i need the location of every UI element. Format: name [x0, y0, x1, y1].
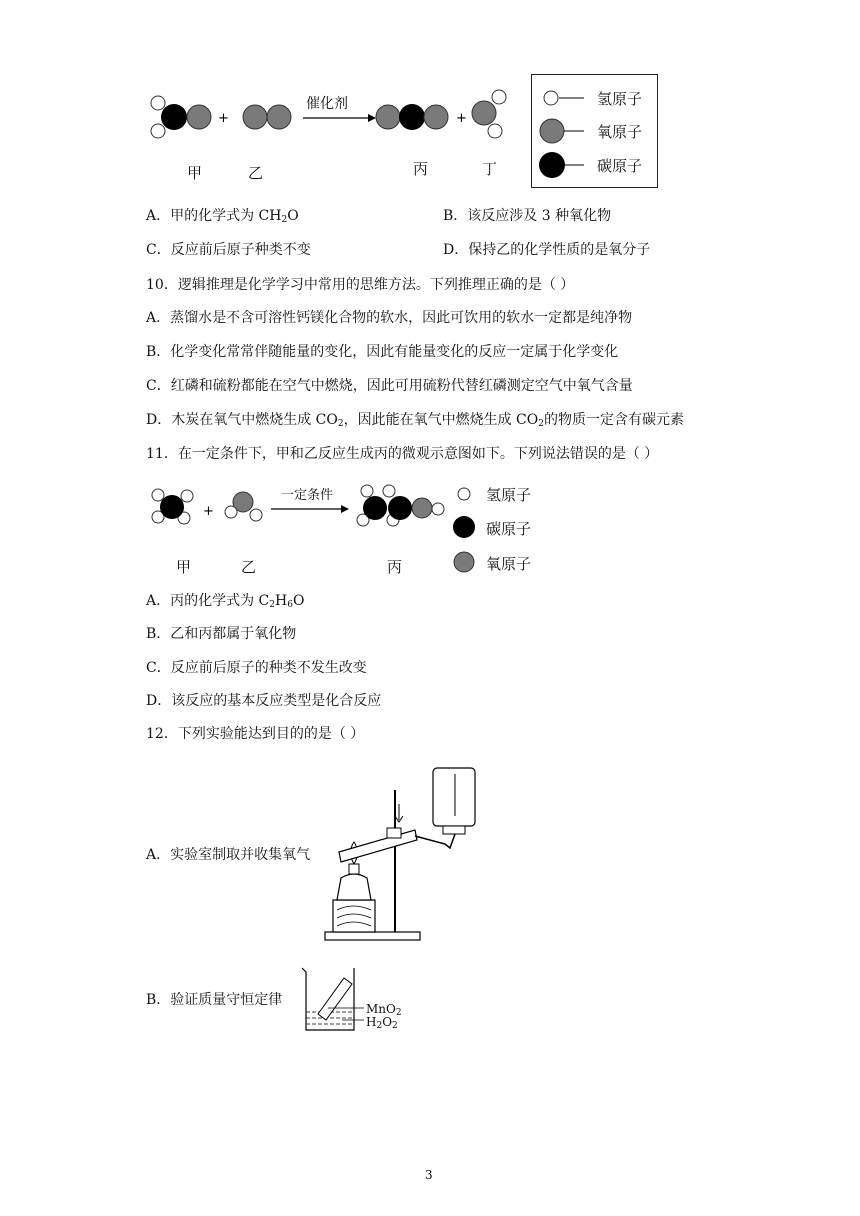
q11-option-a: A．丙的化学式为 $C_2H_6O$	[146, 593, 305, 610]
mass-conservation-apparatus	[298, 964, 368, 1034]
q9-option-c: C．反应前后原子种类不变	[146, 242, 311, 258]
q11-option-d: D．该反应的基本反应类型是化合反应	[146, 693, 382, 709]
molecule-jia	[152, 489, 193, 524]
q10-option-a: A．蒸馏水是不含可溶性钙镁化合物的软水，因此可饮用的软水一定都是纯净物	[146, 310, 633, 326]
q9-option-b: B．该反应涉及 3 种氧化物	[443, 208, 612, 224]
page-number: 3	[425, 1168, 433, 1182]
label-bing: 丙	[413, 160, 429, 178]
q11-option-c: C．反应前后原子的种类不发生改变	[146, 660, 367, 676]
molecule-bing	[357, 485, 444, 526]
q12-option-a: A．实验室制取并收集氧气	[146, 847, 311, 863]
legend-hydrogen: 氢原子	[486, 486, 532, 504]
label-ding: 丁	[482, 160, 498, 178]
oxygen-preparation-apparatus	[315, 760, 485, 950]
q10-option-c: C．红磷和硫粉都能在空气中燃烧，因此可用硫粉代替红磷测定空气中氧气含量	[146, 378, 633, 394]
q12-stem: 12．下列实验能达到目的的是（ ）	[146, 726, 365, 742]
label-yi: 乙	[248, 164, 264, 182]
h2o2-label: $H_2O_2$	[366, 1015, 398, 1031]
molecule-yi	[225, 492, 262, 521]
q12-option-b: B．验证质量守恒定律	[146, 992, 283, 1008]
molecule-yi	[243, 105, 291, 129]
molecule-bing	[376, 104, 448, 130]
condition-label: 一定条件	[281, 488, 334, 503]
label-jia: 甲	[176, 558, 192, 576]
molecule-jia	[151, 96, 211, 138]
q9-option-d: D．保持乙的化学性质的是氧分子	[443, 242, 651, 258]
q11-stem: 11．在一定条件下，甲和乙反应生成丙的微观示意图如下。下列说法错误的是（ ）	[146, 446, 659, 462]
q9-option-a: A．甲的化学式为 $CH_2O$	[146, 208, 299, 225]
svg-text:+: +	[203, 504, 214, 519]
svg-text:+: +	[218, 111, 229, 126]
legend-hydrogen: 氢原子	[597, 90, 643, 108]
mno2-label: MnO$_2$	[366, 1002, 402, 1018]
legend-oxygen: 氧原子	[486, 555, 532, 573]
legend-oxygen: 氧原子	[597, 123, 643, 141]
label-bing: 丙	[387, 558, 403, 576]
q11-option-b: B．乙和丙都属于氧化物	[146, 626, 297, 642]
legend-carbon: 碳原子	[486, 520, 532, 538]
q10-option-b: B．化学变化常常伴随能量的变化，因此有能量变化的反应一定属于化学变化	[146, 344, 619, 360]
catalyst-label: 催化剂	[306, 96, 348, 112]
label-jia: 甲	[187, 164, 203, 182]
label-yi: 乙	[241, 558, 257, 576]
legend-carbon: 碳原子	[597, 157, 643, 175]
q11-legend-symbols	[450, 483, 480, 575]
svg-text:+: +	[456, 111, 467, 126]
q10-option-d: D．木炭在氧气中燃烧生成 $CO_2$，因此能在氧气中燃烧生成 $CO_2$的物质一定含有碳元素	[146, 412, 684, 429]
q10-stem: 10．逻辑推理是化学学习中常用的思维方法。下列推理正确的是（ ）	[146, 277, 575, 293]
q9-legend	[531, 74, 658, 188]
molecule-ding	[472, 90, 506, 138]
